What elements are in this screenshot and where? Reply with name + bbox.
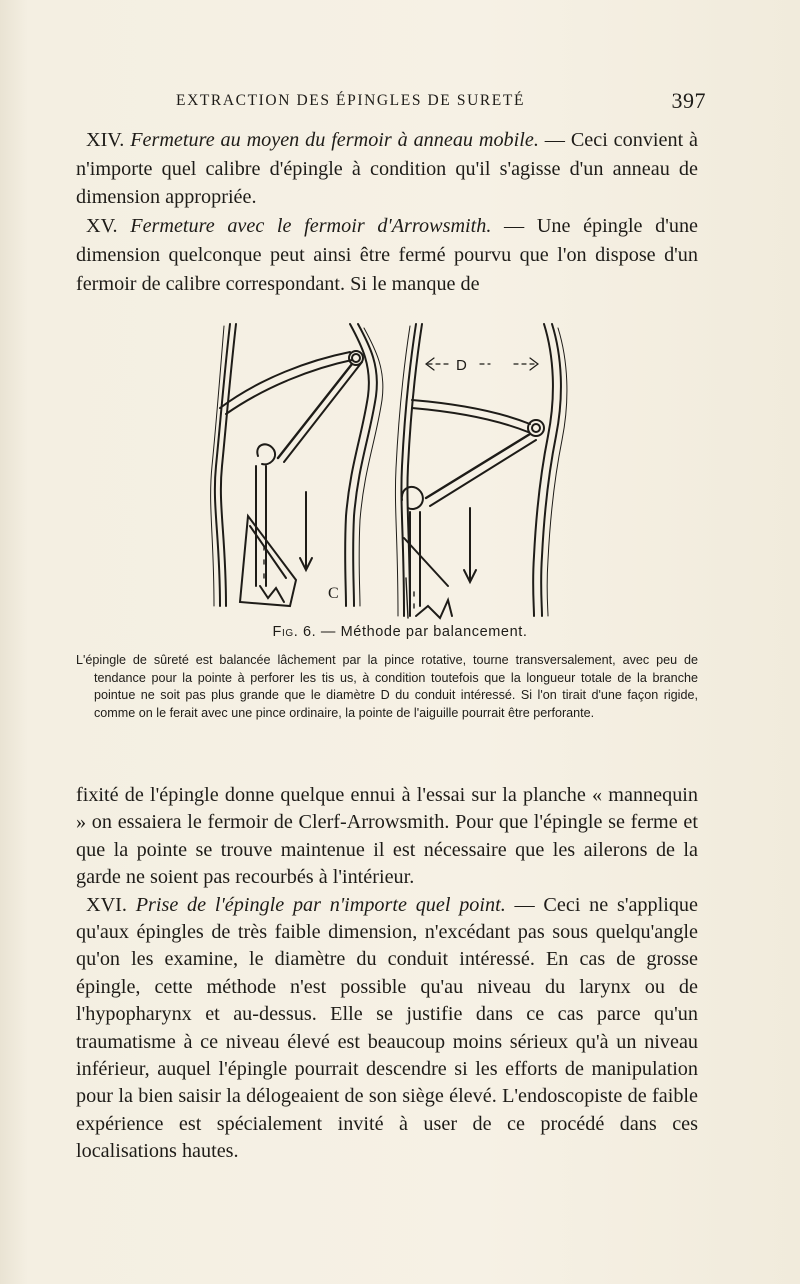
figure-legend [76,652,698,722]
section-text: — Ceci convient à n'importe quel calibre d'épingle à condition qu'il s'agisse d'un anneau de dimension appropriée. [76,129,699,209]
section-text: — Une épingle d'une dimension quelconque peut ainsi être fermé pourvu que l'on dispose d'un fermoir de calibre correspondant. Si le manque de [76,215,699,295]
swinging-method-drawing [190,316,610,628]
left-forceps [240,466,296,606]
right-direction-arrow [464,508,476,582]
diameter-indicator [426,358,538,370]
left-safety-pin [220,351,363,464]
section-text: — Ceci ne s'applique qu'aux épingles de très faible dimension, n'excédant pas sous quelqu'angle qu'on les examine, le diamètre du conduit intéressé. En cas de grosse épingle, cette méthode n'est possible qu'au niveau du larynx ou de l'hypopharynx et au-dessus. Elle se justifie dans ce cas parce qu'un traumatisme à ce niveau élevé est beaucoup moins sérieux qu'à un niveau inférieur, auquel l'épingle pourrait descendre si les efforts de manipulation pour la bien saisir la délogeaient de son siège élevé. L'endoscopiste de faible expérience est spécialement invité à user de ce procédé dans ces localisations hautes. [76,893,698,1163]
figure-caption [0,624,800,640]
figure-title: — Méthode par balancement. [316,624,528,640]
c-label: C [328,585,339,602]
section-number: XV. [86,215,118,238]
right-safety-pin [402,400,544,509]
section-title: Prise de l'épingle par n'importe quel point. [135,893,506,916]
figure-label: Fig. 6. [272,624,317,640]
paragraph-xiv [76,126,698,212]
top-text-block [76,126,698,298]
section-title: Fermeture avec le fermoir d'Arrowsmith. [130,215,492,238]
section-number: XVI. [86,893,127,916]
diameter-label: D [456,357,467,374]
paragraph-xv [76,212,698,298]
right-conduit-walls [395,324,566,616]
figure-6-illustration [190,316,610,628]
figure-legend-text: L'épingle de sûreté est balancée lâchement par la pince rotative, tourne transversalement, avec peu de tendance pour la pointe à perforer les tis us, à condition toutefois que la longueur totale de la branche pointue ne soit pas plus grande que le diamètre D du conduit intéressé. Si l'on tirait d'une façon rigide, comme on le ferait avec une pince ordinaire, la pointe de l'aiguille pourrait être perforante. [76,653,698,720]
bottom-text-block [76,782,698,1166]
section-title: Fermeture au moyen du fermoir à anneau mobile. [130,129,539,151]
left-direction-arrow [300,492,312,570]
page-number: 397 [671,88,706,113]
right-forceps [404,512,452,618]
paragraph-xvi [76,892,698,1166]
running-title: EXTRACTION DES ÉPINGLES DE SURETÉ [176,92,526,109]
paragraph-continuation: fixité de l'épingle donne quelque ennui à l'essai sur la planche « mannequin » on essaiera le fermoir de Clerf-Arrowsmith. Pour que l'épingle se ferme et que la pointe se trouve maintenue il est nécessaire que les ailerons de la garde ne soient pas recourbés à l'intérieur. [76,784,698,889]
section-number: XIV. [86,129,125,151]
